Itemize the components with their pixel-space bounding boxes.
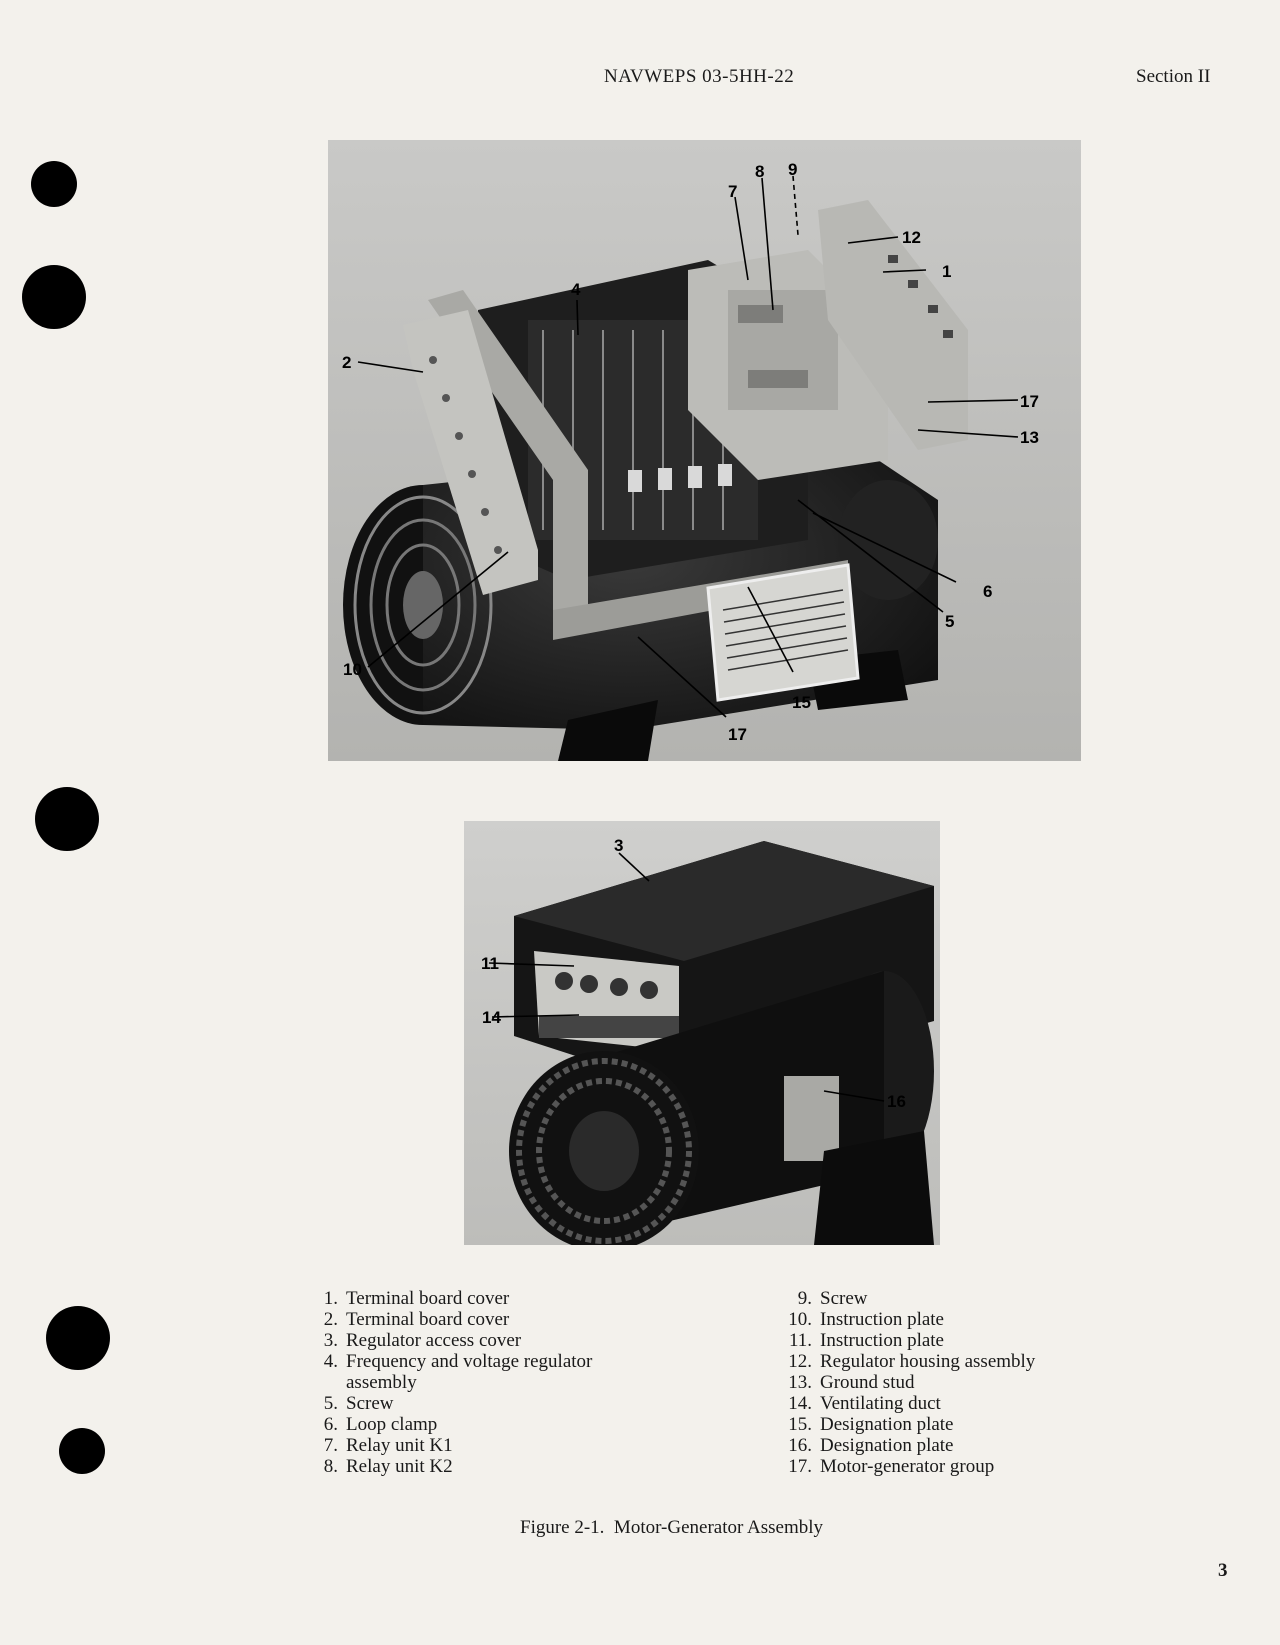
figure-photo-top (328, 140, 1081, 761)
legend-item: 17. Motor-generator group (788, 1456, 995, 1477)
punch-hole (46, 1306, 110, 1370)
legend-item: 11. Instruction plate (788, 1330, 944, 1351)
callout-1: 1 (942, 262, 952, 281)
legend-item: assembly (346, 1372, 417, 1393)
callout-5: 5 (945, 612, 955, 631)
callout-17-bottom: 17 (728, 725, 747, 744)
page-header-title: NAVWEPS 03-5HH-22 (604, 66, 795, 87)
punch-hole (59, 1428, 105, 1474)
legend-item: 15. Designation plate (788, 1414, 954, 1435)
callout-13: 13 (1020, 428, 1039, 447)
page-number: 3 (1218, 1560, 1228, 1581)
figure-caption: Figure 2-1. Motor-Generator Assembly (520, 1517, 824, 1538)
legend-item: 7. Relay unit K1 (323, 1435, 453, 1456)
callout-4: 4 (571, 280, 581, 299)
callout-14: 14 (482, 1008, 501, 1027)
callout-10: 10 (343, 660, 362, 679)
callout-7: 7 (728, 182, 738, 201)
callout-12: 12 (902, 228, 921, 247)
legend-item: 6. Loop clamp (323, 1414, 438, 1435)
callout-2: 2 (342, 353, 352, 372)
callout-9: 9 (788, 160, 798, 179)
callout-8: 8 (755, 162, 765, 181)
legend-item: 10. Instruction plate (788, 1309, 944, 1330)
legend-right-column (782, 1288, 1035, 1477)
callout-16: 16 (887, 1092, 906, 1111)
callout-17-right: 17 (1020, 392, 1039, 411)
callout-3: 3 (614, 836, 624, 855)
legend-item: 16. Designation plate (788, 1435, 954, 1456)
legend-item: 13. Ground stud (788, 1372, 915, 1393)
legend-item: 3. Regulator access cover (323, 1330, 522, 1351)
page-header-section: Section II (1136, 66, 1211, 87)
legend-item: 5. Screw (323, 1393, 394, 1414)
callout-11: 11 (481, 954, 499, 973)
legend-item: 12. Regulator housing assembly (788, 1351, 1036, 1372)
legend-item: 14. Ventilating duct (788, 1393, 941, 1414)
callout-15: 15 (792, 693, 811, 712)
legend-item: 4. Frequency and voltage regulator (323, 1351, 593, 1372)
punch-hole (31, 161, 77, 207)
callout-6: 6 (983, 582, 993, 601)
legend-item: 8. Relay unit K2 (323, 1456, 453, 1477)
punch-hole (35, 787, 99, 851)
figure-photo-bottom (464, 821, 940, 1245)
punch-hole (22, 265, 86, 329)
legend-item: 9. Screw (797, 1288, 868, 1309)
legend-item: 1. Terminal board cover (323, 1288, 510, 1309)
legend-left-column (308, 1288, 592, 1477)
legend-item: 2. Terminal board cover (323, 1309, 510, 1330)
